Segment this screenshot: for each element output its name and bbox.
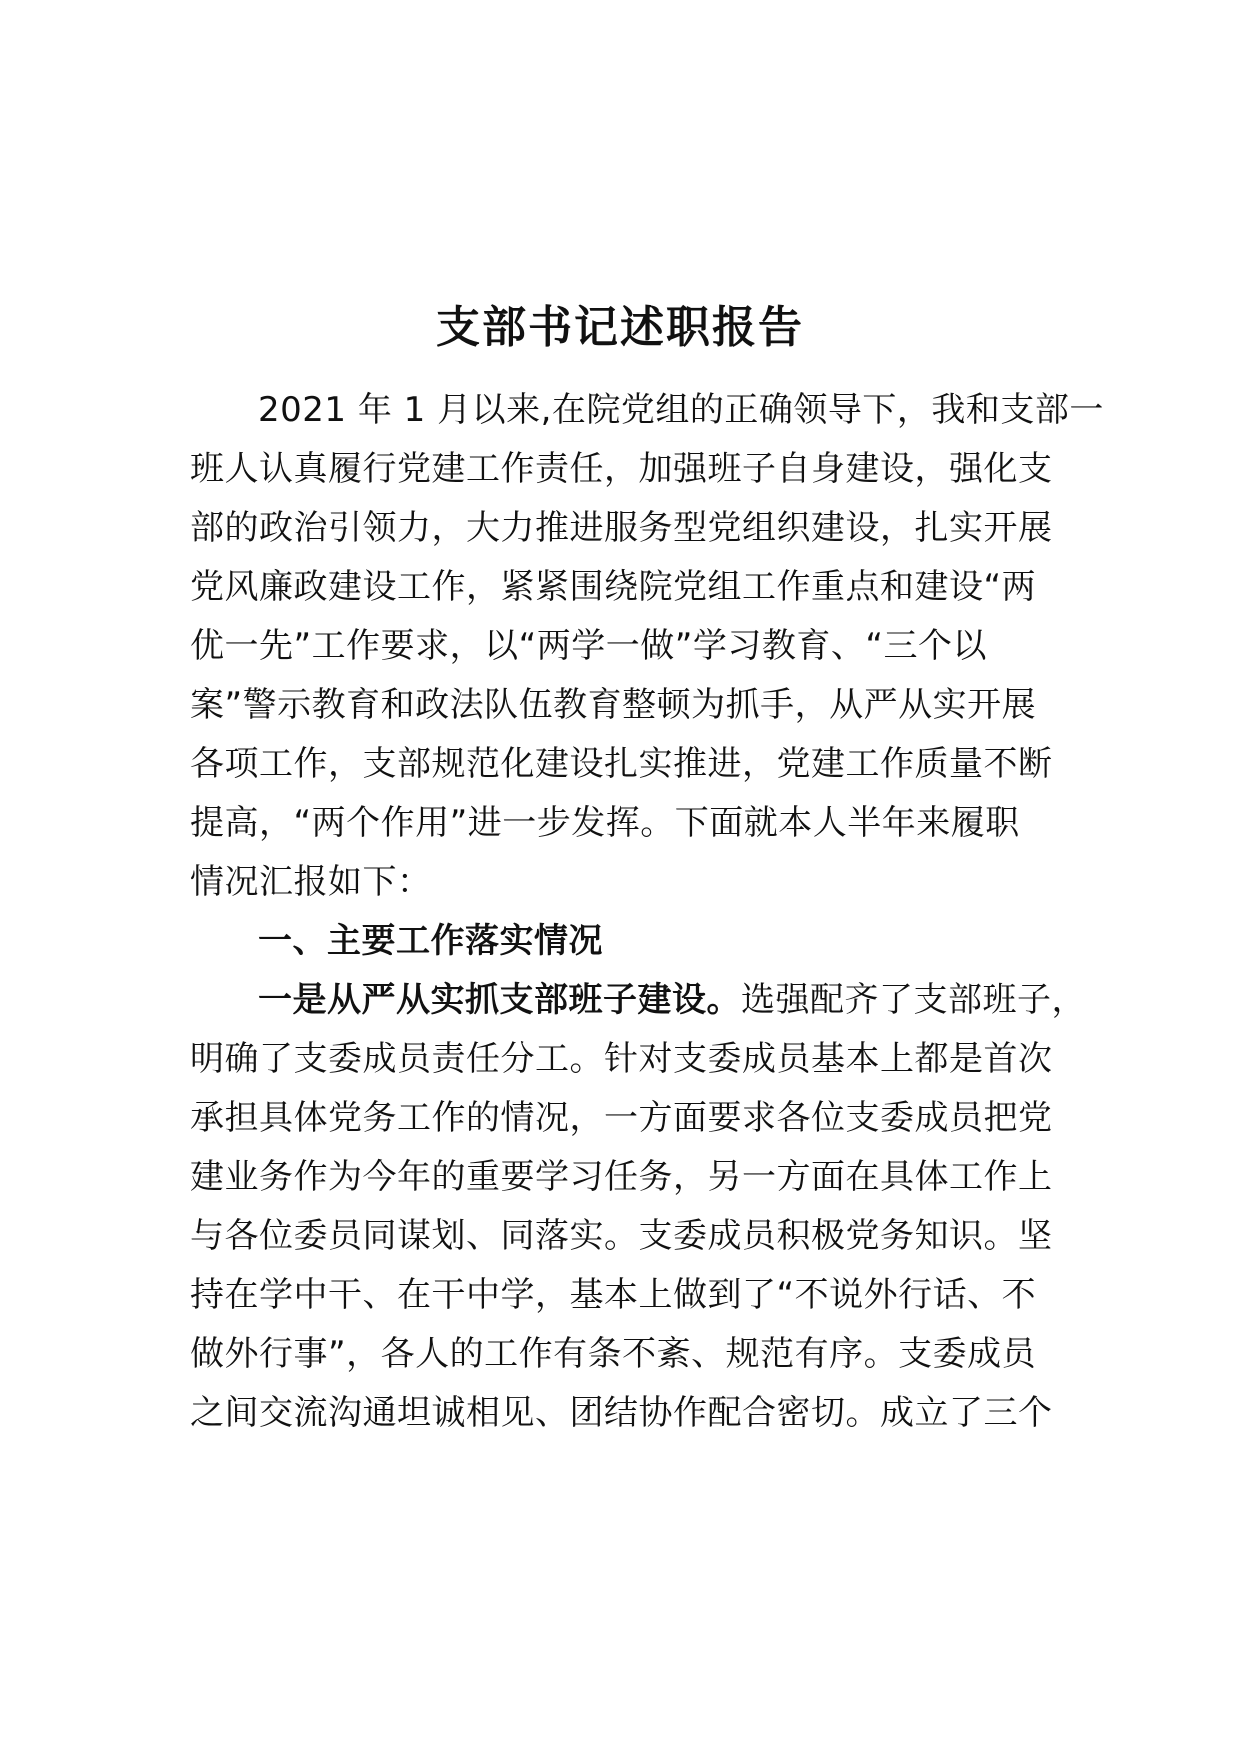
- para1-line: 持在学中干、在干中学，基本上做到了“不说外行话、不: [190, 1275, 1037, 1315]
- intro-line: 提高，“两个作用”进一步发挥。下面就本人半年来履职: [190, 803, 1020, 843]
- intro-line: 部的政治引领力，大力推进服务型党组织建设，扎实开展: [190, 508, 1053, 548]
- para1-line: 做外行事”，各人的工作有条不紊、规范有序。支委成员: [190, 1334, 1037, 1374]
- intro-line: 2021 年 1 月以来,在院党组的正确领导下，我和支部一: [258, 390, 1104, 430]
- intro-line: 案”警示教育和政法队伍教育整顿为抓手，从严从实开展: [190, 685, 1037, 725]
- document-title: 支部书记述职报告: [436, 302, 804, 353]
- intro-line: 班人认真履行党建工作责任，加强班子自身建设，强化支: [190, 449, 1053, 489]
- para1-line: 建业务作为今年的重要学习任务，另一方面在具体工作上: [190, 1157, 1053, 1197]
- para1-line: 之间交流沟通坦诚相见、团结协作配合密切。成立了三个: [190, 1393, 1053, 1433]
- intro-line: 党风廉政建设工作，紧紧围绕院党组工作重点和建设“两: [190, 567, 1037, 607]
- intro-line: 优一先”工作要求，以“两学一做”学习教育、“三个以: [190, 626, 987, 666]
- section-heading: 一、主要工作落实情况: [258, 921, 603, 961]
- para1-line: 与各位委员同谋划、同落实。支委成员积极党务知识。坚: [190, 1216, 1053, 1256]
- intro-line: 各项工作，支部规范化建设扎实推进，党建工作质量不断: [190, 744, 1053, 784]
- intro-line: 情况汇报如下：: [190, 862, 432, 902]
- para1-first-rest: 选强配齐了支部班子，: [741, 980, 1086, 1020]
- para1-line: 明确了支委成员责任分工。针对支委成员基本上都是首次: [190, 1039, 1053, 1079]
- para1-first-line: [258, 974, 1088, 1026]
- para1-line: 承担具体党务工作的情况，一方面要求各位支委成员把党: [190, 1098, 1053, 1138]
- para1-lead-in: 一是从严从实抓支部班子建设。: [258, 980, 741, 1020]
